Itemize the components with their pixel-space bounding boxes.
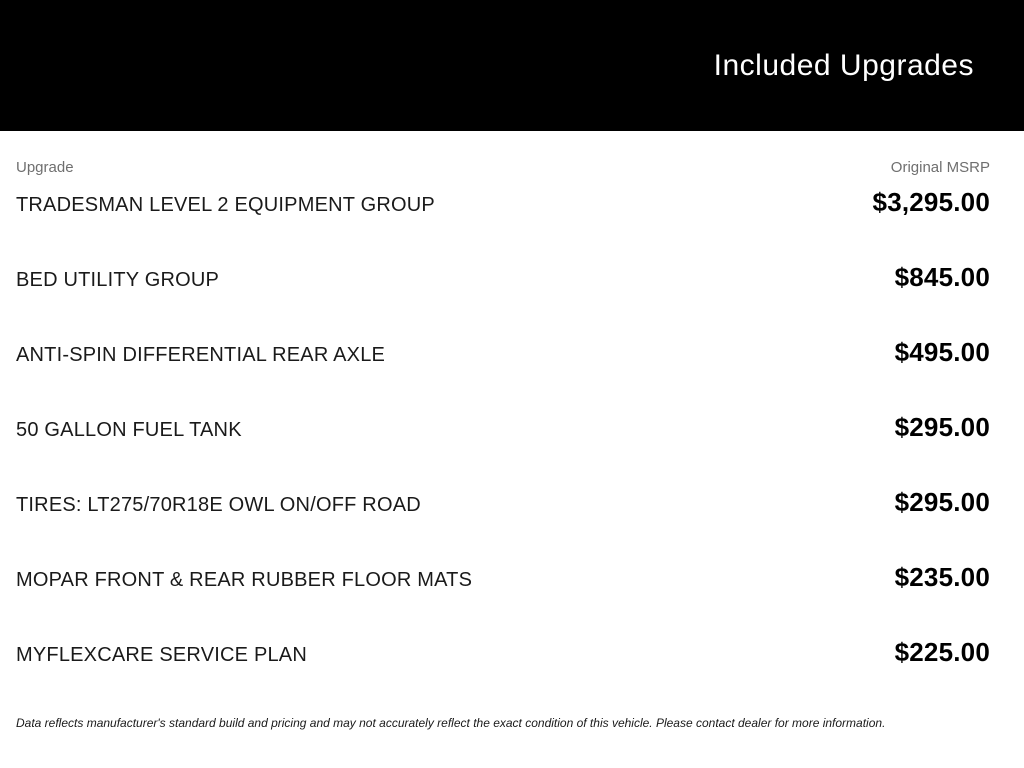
upgrades-table: [0, 131, 1024, 730]
upgrade-name: TIRES: LT275/70R18E OWL ON/OFF ROAD: [16, 494, 421, 516]
upgrade-price: $495.00: [894, 337, 990, 367]
table-column-headers: [16, 131, 990, 181]
upgrade-name: TRADESMAN LEVEL 2 EQUIPMENT GROUP: [16, 194, 435, 216]
table-row: [16, 412, 990, 487]
page-header: [0, 0, 1024, 131]
table-row: [16, 487, 990, 562]
disclaimer-text: Data reflects manufacturer's standard build and pricing and may not accurately reflect the exact condition of this vehicle. Please contact dealer for more information.: [16, 716, 886, 730]
upgrade-name: MOPAR FRONT & REAR RUBBER FLOOR MATS: [16, 569, 473, 591]
column-header-upgrade: Upgrade: [16, 159, 74, 176]
table-row: [16, 187, 990, 262]
upgrade-price: $225.00: [894, 637, 990, 667]
table-row: [16, 637, 990, 712]
column-header-original-msrp: Original MSRP: [890, 159, 990, 176]
upgrade-name: MYFLEXCARE SERVICE PLAN: [16, 644, 307, 666]
upgrade-price: $295.00: [894, 412, 990, 442]
page-title: Included Upgrades: [713, 48, 974, 82]
upgrade-price: $3,295.00: [872, 187, 990, 217]
upgrade-name: ANTI-SPIN DIFFERENTIAL REAR AXLE: [16, 344, 386, 366]
table-row: [16, 262, 990, 337]
table-row: [16, 562, 990, 637]
upgrade-name: 50 GALLON FUEL TANK: [16, 419, 242, 441]
upgrade-price: $235.00: [894, 562, 990, 592]
upgrade-name: BED UTILITY GROUP: [16, 269, 220, 291]
upgrade-price: $845.00: [894, 262, 990, 292]
table-rows: [16, 187, 990, 712]
table-row: [16, 337, 990, 412]
upgrade-price: $295.00: [894, 487, 990, 517]
